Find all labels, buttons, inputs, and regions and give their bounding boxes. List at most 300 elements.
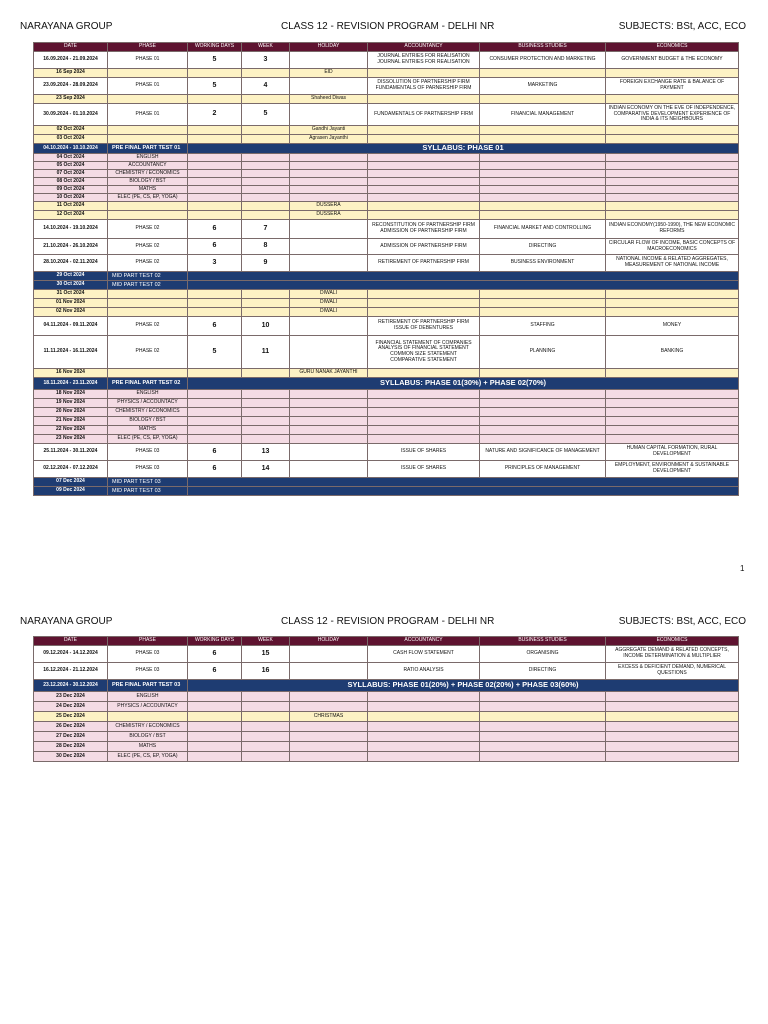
date-cell: 21 Nov 2024 <box>34 417 108 426</box>
page-header <box>20 21 748 35</box>
table-row <box>34 154 739 162</box>
page-number: 1 <box>740 564 745 573</box>
accountancy-cell <box>368 186 480 194</box>
week-cell <box>242 308 290 317</box>
business-studies-cell <box>480 211 606 220</box>
accountancy-cell <box>368 732 480 742</box>
table-row <box>34 272 739 281</box>
business-studies-cell <box>480 417 606 426</box>
week-cell <box>242 299 290 308</box>
economics-cell <box>606 162 739 170</box>
week-cell: 15 <box>242 646 290 663</box>
table-row <box>34 78 739 95</box>
col-header-working-days: WORKING DAYS <box>188 43 242 52</box>
business-studies-cell <box>480 170 606 178</box>
table-row <box>34 742 739 752</box>
week-cell <box>242 399 290 408</box>
working-days-cell <box>188 712 242 722</box>
table-row <box>34 299 739 308</box>
date-cell: 19 Nov 2024 <box>34 399 108 408</box>
accountancy-cell: RETIREMENT OF PARTNERSHIP FIRM <box>368 255 480 272</box>
phase-cell: PHASE 03 <box>108 646 188 663</box>
business-studies-cell <box>480 712 606 722</box>
economics-cell <box>606 69 739 78</box>
accountancy-cell <box>368 135 480 144</box>
accountancy-cell <box>368 742 480 752</box>
accountancy-cell <box>368 435 480 444</box>
table-row <box>34 52 739 69</box>
table-row <box>34 408 739 417</box>
table-row <box>34 417 739 426</box>
accountancy-cell <box>368 194 480 202</box>
accountancy-cell: RECONSTITUTION OF PARTNERSHIP FIRM ADMISSION OF PARTNERSHIP FIRM <box>368 220 480 239</box>
syllabus-cell <box>188 281 739 290</box>
accountancy-cell <box>368 202 480 211</box>
economics-cell <box>606 702 739 712</box>
business-studies-cell <box>480 742 606 752</box>
week-cell: 14 <box>242 461 290 478</box>
working-days-cell <box>188 178 242 186</box>
accountancy-cell <box>368 308 480 317</box>
phase-cell: CHEMISTRY / ECONOMICS <box>108 170 188 178</box>
phase-cell <box>108 712 188 722</box>
accountancy-cell <box>368 702 480 712</box>
holiday-cell <box>290 646 368 663</box>
business-studies-cell <box>480 732 606 742</box>
col-header-date: DATE <box>34 637 108 646</box>
week-cell: 3 <box>242 52 290 69</box>
working-days-cell <box>188 390 242 399</box>
working-days-cell <box>188 126 242 135</box>
holiday-cell <box>290 722 368 732</box>
accountancy-cell <box>368 692 480 702</box>
col-header-economics: ECONOMICS <box>606 637 739 646</box>
phase-cell: MATHS <box>108 186 188 194</box>
holiday-cell <box>290 444 368 461</box>
phase-cell <box>108 126 188 135</box>
holiday-cell <box>290 52 368 69</box>
economics-cell <box>606 426 739 435</box>
date-cell: 04.11.2024 - 09.11.2024 <box>34 317 108 336</box>
working-days-cell <box>188 426 242 435</box>
week-cell <box>242 202 290 211</box>
phase-cell <box>108 202 188 211</box>
col-header-week: WEEK <box>242 637 290 646</box>
holiday-cell: Gandhi Jayanti <box>290 126 368 135</box>
business-studies-cell <box>480 178 606 186</box>
table-row <box>34 722 739 732</box>
holiday-cell <box>290 178 368 186</box>
economics-cell <box>606 408 739 417</box>
col-header-date: DATE <box>34 43 108 52</box>
economics-cell <box>606 290 739 299</box>
week-cell <box>242 426 290 435</box>
phase-cell <box>108 135 188 144</box>
schedule-body-page-2 <box>34 646 739 762</box>
syllabus-cell: SYLLABUS: PHASE 01(20%) + PHASE 02(20%) + PHASE 03(60%) <box>188 680 739 692</box>
phase-cell: ENGLISH <box>108 154 188 162</box>
accountancy-cell <box>368 126 480 135</box>
date-cell: 16 Sep 2024 <box>34 69 108 78</box>
business-studies-cell <box>480 202 606 211</box>
accountancy-cell <box>368 154 480 162</box>
accountancy-cell <box>368 178 480 186</box>
date-cell: 05 Oct 2024 <box>34 162 108 170</box>
working-days-cell <box>188 702 242 712</box>
accountancy-cell: CASH FLOW STATEMENT <box>368 646 480 663</box>
phase-cell: PHASE 02 <box>108 255 188 272</box>
date-cell: 23 Sep 2024 <box>34 95 108 104</box>
phase-cell: ENGLISH <box>108 692 188 702</box>
date-cell: 02.12.2024 - 07.12.2024 <box>34 461 108 478</box>
week-cell <box>242 408 290 417</box>
table-row <box>34 220 739 239</box>
phase-cell <box>108 95 188 104</box>
economics-cell <box>606 154 739 162</box>
phase-cell: PHYSICS / ACCOUNTACY <box>108 702 188 712</box>
table-row <box>34 702 739 712</box>
table-row <box>34 186 739 194</box>
date-cell: 03 Oct 2024 <box>34 135 108 144</box>
date-cell: 28.10.2024 - 02.11.2024 <box>34 255 108 272</box>
holiday-cell <box>290 752 368 762</box>
table-row <box>34 170 739 178</box>
phase-cell: BIOLOGY / BST <box>108 417 188 426</box>
phase-cell: ELEC (PE, CS, EP, YOGA) <box>108 435 188 444</box>
week-cell <box>242 732 290 742</box>
phase-cell: PHASE 01 <box>108 104 188 126</box>
holiday-cell <box>290 162 368 170</box>
accountancy-cell <box>368 722 480 732</box>
business-studies-cell: MARKETING <box>480 78 606 95</box>
phase-cell: ELEC (PE, CS, EP, YOGA) <box>108 194 188 202</box>
phase-cell <box>108 299 188 308</box>
week-cell <box>242 186 290 194</box>
working-days-cell: 6 <box>188 220 242 239</box>
phase-cell <box>108 369 188 378</box>
week-cell <box>242 742 290 752</box>
accountancy-cell: ADMISSION OF PARTNERSHIP FIRM <box>368 239 480 255</box>
holiday-cell <box>290 78 368 95</box>
table-row <box>34 178 739 186</box>
phase-cell: PHASE 03 <box>108 663 188 680</box>
economics-cell: EMPLOYMENT, ENVIRONMENT & SUSTAINABLE DEVELOPMENT <box>606 461 739 478</box>
table-row <box>34 211 739 220</box>
date-cell: 18.11.2024 - 23.11.2024 <box>34 378 108 390</box>
table-row <box>34 317 739 336</box>
date-cell: 25 Dec 2024 <box>34 712 108 722</box>
table-row <box>34 95 739 104</box>
holiday-cell <box>290 435 368 444</box>
program-title: CLASS 12 - REVISION PROGRAM - DELHI NR <box>281 21 495 32</box>
accountancy-cell <box>368 752 480 762</box>
holiday-cell: CHRISTMAS <box>290 712 368 722</box>
holiday-cell <box>290 426 368 435</box>
week-cell <box>242 417 290 426</box>
week-cell <box>242 722 290 732</box>
table-row <box>34 712 739 722</box>
holiday-cell <box>290 399 368 408</box>
date-cell: 09 Dec 2024 <box>34 487 108 496</box>
economics-cell: CIRCULAR FLOW OF INCOME, BASIC CONCEPTS OF MACROECONOMICS <box>606 239 739 255</box>
business-studies-cell: ORGANISING <box>480 646 606 663</box>
week-cell <box>242 69 290 78</box>
date-cell: 18 Nov 2024 <box>34 390 108 399</box>
economics-cell: GOVERNMENT BUDGET & THE ECONOMY <box>606 52 739 69</box>
working-days-cell <box>188 435 242 444</box>
week-cell <box>242 126 290 135</box>
phase-cell: ENGLISH <box>108 390 188 399</box>
accountancy-cell: JOURNAL ENTRIES FOR REALISATION JOURNAL ENTRIES FOR REALISATION <box>368 52 480 69</box>
schedule-body-page-1 <box>34 52 739 496</box>
table-row <box>34 126 739 135</box>
economics-cell <box>606 186 739 194</box>
col-header-business-studies: BUSINESS STUDIES <box>480 43 606 52</box>
phase-cell: PHASE 01 <box>108 52 188 69</box>
accountancy-cell: FINANCIAL STATEMENT OF COMPANIES ANALYSIS OF FINANCIAL STATEMENT COMMON SIZE STATEMENT COMPARATIVE STATEMENT <box>368 336 480 369</box>
holiday-cell: DIWALI <box>290 308 368 317</box>
holiday-cell <box>290 663 368 680</box>
holiday-cell <box>290 461 368 478</box>
date-cell: 09 Oct 2024 <box>34 186 108 194</box>
date-cell: 31 Oct 2024 <box>34 290 108 299</box>
syllabus-cell: SYLLABUS: PHASE 01(30%) + PHASE 02(70%) <box>188 378 739 390</box>
col-header-business-studies: BUSINESS STUDIES <box>480 637 606 646</box>
syllabus-cell <box>188 487 739 496</box>
business-studies-cell: FINANCIAL MARKET AND CONTROLLING <box>480 220 606 239</box>
table-row <box>34 461 739 478</box>
date-cell: 24 Dec 2024 <box>34 702 108 712</box>
holiday-cell <box>290 104 368 126</box>
week-cell: 7 <box>242 220 290 239</box>
program-title: CLASS 12 - REVISION PROGRAM - DELHI NR <box>281 616 495 627</box>
working-days-cell <box>188 299 242 308</box>
date-cell: 26 Dec 2024 <box>34 722 108 732</box>
business-studies-cell: BUSINESS ENVIRONMENT <box>480 255 606 272</box>
business-studies-cell: DIRECTING <box>480 239 606 255</box>
date-cell: 25.11.2024 - 30.11.2024 <box>34 444 108 461</box>
accountancy-cell: ISSUE OF SHARES <box>368 444 480 461</box>
org-name: NARAYANA GROUP <box>20 616 113 627</box>
date-cell: 16 Nov 2024 <box>34 369 108 378</box>
table-row <box>34 752 739 762</box>
accountancy-cell <box>368 417 480 426</box>
business-studies-cell: DIRECTING <box>480 663 606 680</box>
holiday-cell <box>290 702 368 712</box>
holiday-cell <box>290 170 368 178</box>
test-name-cell: MID PART TEST 02 <box>108 272 188 281</box>
date-cell: 11 Oct 2024 <box>34 202 108 211</box>
economics-cell <box>606 712 739 722</box>
test-name-cell: MID PART TEST 03 <box>108 478 188 487</box>
accountancy-cell <box>368 399 480 408</box>
phase-cell: PHASE 02 <box>108 239 188 255</box>
week-cell <box>242 194 290 202</box>
business-studies-cell <box>480 369 606 378</box>
economics-cell: FOREIGN EXCHANGE RATE & BALANCE OF PAYMENT <box>606 78 739 95</box>
table-row <box>34 732 739 742</box>
economics-cell: HUMAN CAPITAL FORMATION, RURAL DEVELOPMENT <box>606 444 739 461</box>
table-row <box>34 255 739 272</box>
table-row <box>34 162 739 170</box>
holiday-cell <box>290 220 368 239</box>
week-cell: 4 <box>242 78 290 95</box>
working-days-cell: 6 <box>188 461 242 478</box>
economics-cell <box>606 722 739 732</box>
week-cell <box>242 95 290 104</box>
phase-cell <box>108 308 188 317</box>
economics-cell <box>606 135 739 144</box>
date-cell: 02 Nov 2024 <box>34 308 108 317</box>
phase-cell: MATHS <box>108 426 188 435</box>
economics-cell <box>606 202 739 211</box>
week-cell <box>242 154 290 162</box>
business-studies-cell <box>480 154 606 162</box>
holiday-cell <box>290 390 368 399</box>
week-cell <box>242 390 290 399</box>
business-studies-cell <box>480 408 606 417</box>
working-days-cell: 2 <box>188 104 242 126</box>
holiday-cell: GURU NANAK JAYANTHI <box>290 369 368 378</box>
phase-cell: PHASE 01 <box>108 78 188 95</box>
page-header-2 <box>20 616 748 630</box>
economics-cell <box>606 170 739 178</box>
business-studies-cell <box>480 426 606 435</box>
table-row <box>34 399 739 408</box>
business-studies-cell <box>480 399 606 408</box>
economics-cell <box>606 211 739 220</box>
phase-cell: PHASE 02 <box>108 336 188 369</box>
table-row <box>34 194 739 202</box>
table-row <box>34 444 739 461</box>
week-cell: 10 <box>242 317 290 336</box>
economics-cell: NATIONAL INCOME & RELATED AGGREGATES, MEASUREMENT OF NATIONAL INCOME <box>606 255 739 272</box>
business-studies-cell <box>480 186 606 194</box>
business-studies-cell: PRINCIPLES OF MANAGEMENT <box>480 461 606 478</box>
business-studies-cell: STAFFING <box>480 317 606 336</box>
business-studies-cell: NATURE AND SIGNIFICANCE OF MANAGEMENT <box>480 444 606 461</box>
economics-cell <box>606 369 739 378</box>
economics-cell <box>606 435 739 444</box>
business-studies-cell <box>480 390 606 399</box>
holiday-cell <box>290 154 368 162</box>
test-name-cell: MID PART TEST 03 <box>108 487 188 496</box>
phase-cell <box>108 211 188 220</box>
economics-cell <box>606 299 739 308</box>
business-studies-cell <box>480 95 606 104</box>
economics-cell: MONEY <box>606 317 739 336</box>
phase-cell: BIOLOGY / BST <box>108 732 188 742</box>
week-cell <box>242 162 290 170</box>
business-studies-cell <box>480 162 606 170</box>
economics-cell <box>606 742 739 752</box>
table-row <box>34 135 739 144</box>
table-row <box>34 663 739 680</box>
table-row <box>34 426 739 435</box>
table-row <box>34 202 739 211</box>
week-cell <box>242 702 290 712</box>
table-row <box>34 281 739 290</box>
date-cell: 02 Oct 2024 <box>34 126 108 135</box>
date-cell: 21.10.2024 - 26.10.2024 <box>34 239 108 255</box>
holiday-cell <box>290 336 368 369</box>
business-studies-cell <box>480 135 606 144</box>
week-cell <box>242 135 290 144</box>
working-days-cell <box>188 170 242 178</box>
business-studies-cell: FINANCIAL MANAGEMENT <box>480 104 606 126</box>
economics-cell: BANKING <box>606 336 739 369</box>
schedule-table-page-1 <box>33 42 739 496</box>
working-days-cell: 6 <box>188 646 242 663</box>
subjects-label: SUBJECTS: BSt, ACC, ECO <box>618 616 746 627</box>
accountancy-cell <box>368 290 480 299</box>
economics-cell <box>606 417 739 426</box>
economics-cell: EXCESS & DEFICIENT DEMAND, NUMERICAL QUESTIONS <box>606 663 739 680</box>
economics-cell <box>606 732 739 742</box>
phase-cell <box>108 69 188 78</box>
table-row <box>34 308 739 317</box>
date-cell: 11.11.2024 - 16.11.2024 <box>34 336 108 369</box>
date-cell: 08 Oct 2024 <box>34 178 108 186</box>
phase-cell: PHASE 02 <box>108 317 188 336</box>
holiday-cell <box>290 255 368 272</box>
table-row <box>34 369 739 378</box>
phase-cell: BIOLOGY / BST <box>108 178 188 186</box>
accountancy-cell <box>368 426 480 435</box>
col-header-phase: PHASE <box>108 43 188 52</box>
working-days-cell <box>188 186 242 194</box>
date-cell: 01 Nov 2024 <box>34 299 108 308</box>
date-cell: 16.09.2024 - 21.09.2024 <box>34 52 108 69</box>
table-row <box>34 435 739 444</box>
date-cell: 30 Dec 2024 <box>34 752 108 762</box>
working-days-cell <box>188 194 242 202</box>
date-cell: 04 Oct 2024 <box>34 154 108 162</box>
table-header-row <box>34 43 739 52</box>
org-name: NARAYANA GROUP <box>20 21 113 32</box>
phase-cell: PHYSICS / ACCOUNTACY <box>108 399 188 408</box>
holiday-cell <box>290 317 368 336</box>
phase-cell: ELEC (PE, CS, EP, YOGA) <box>108 752 188 762</box>
business-studies-cell <box>480 290 606 299</box>
working-days-cell <box>188 135 242 144</box>
working-days-cell: 5 <box>188 336 242 369</box>
date-cell: 28 Dec 2024 <box>34 742 108 752</box>
week-cell: 16 <box>242 663 290 680</box>
table-row <box>34 336 739 369</box>
week-cell <box>242 692 290 702</box>
table-row <box>34 478 739 487</box>
business-studies-cell <box>480 692 606 702</box>
table-row <box>34 239 739 255</box>
col-header-holiday: HOLIDAY <box>290 637 368 646</box>
working-days-cell <box>188 95 242 104</box>
holiday-cell: Shaheed Diwas <box>290 95 368 104</box>
phase-cell: CHEMISTRY / ECONOMICS <box>108 408 188 417</box>
accountancy-cell <box>368 369 480 378</box>
economics-cell <box>606 399 739 408</box>
holiday-cell <box>290 417 368 426</box>
working-days-cell <box>188 692 242 702</box>
table-row <box>34 487 739 496</box>
business-studies-cell <box>480 722 606 732</box>
holiday-cell <box>290 408 368 417</box>
working-days-cell <box>188 722 242 732</box>
date-cell: 12 Oct 2024 <box>34 211 108 220</box>
date-cell: 23 Dec 2024 <box>34 692 108 702</box>
working-days-cell: 5 <box>188 52 242 69</box>
col-header-economics: ECONOMICS <box>606 43 739 52</box>
